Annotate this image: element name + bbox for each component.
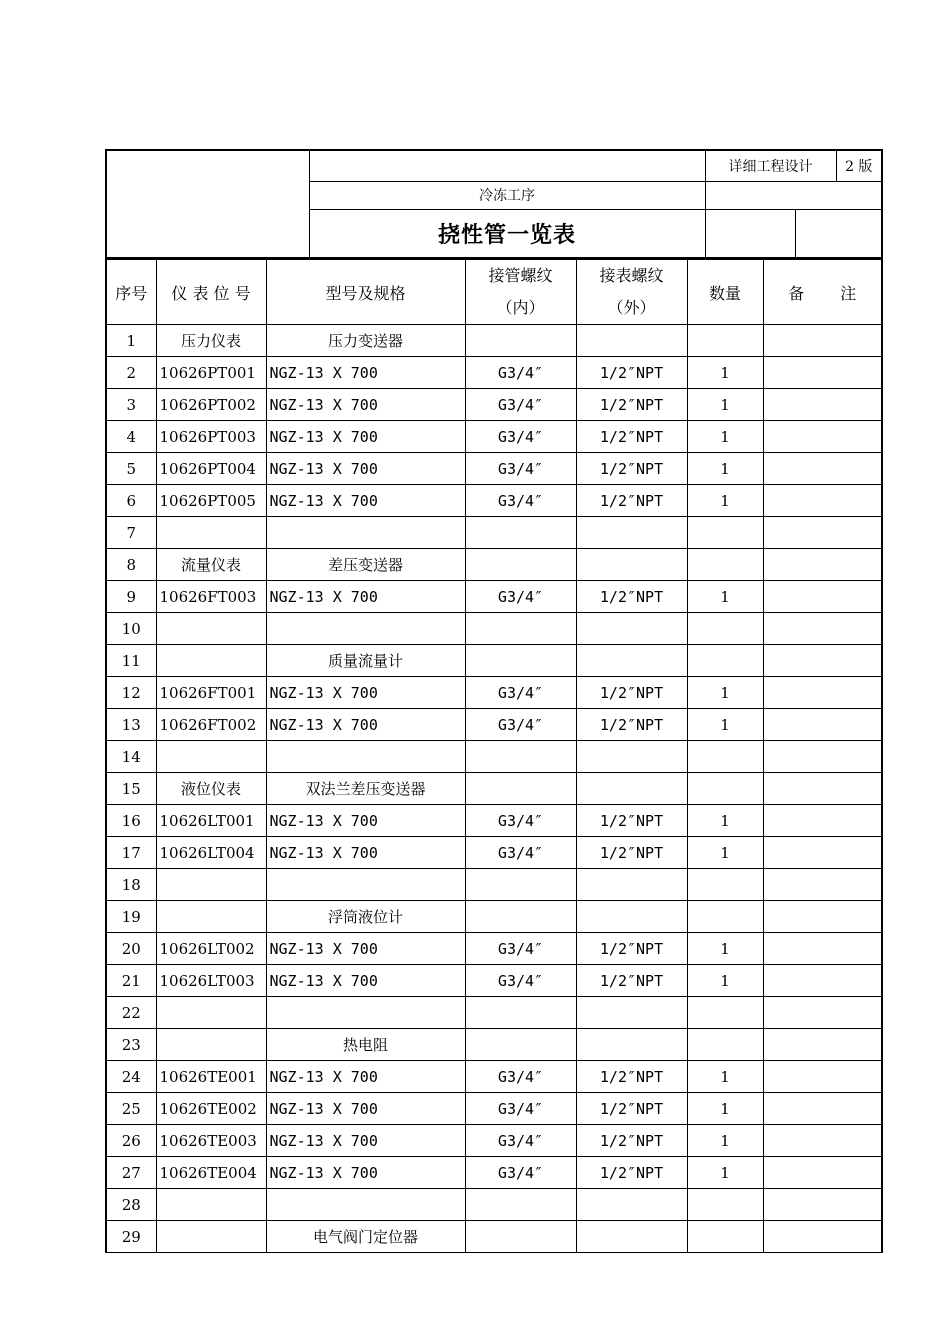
header-sign-cell-b (795, 209, 882, 258)
cell-meter-thread (576, 613, 687, 645)
cell-tag: 10626LT001 (156, 805, 266, 837)
cell-pipe-thread: G3/4″ (465, 421, 576, 453)
cell-meter-thread (576, 549, 687, 581)
cell-meter-thread (576, 1189, 687, 1221)
cell-remark (763, 837, 882, 869)
cell-remark (763, 613, 882, 645)
cell-meter-thread: 1/2″NPT (576, 965, 687, 997)
table-row (106, 741, 882, 773)
cell-model: NGZ-13 X 700 (266, 837, 465, 869)
cell-pipe-thread (465, 997, 576, 1029)
cell-qty (687, 517, 763, 549)
table-row (106, 709, 882, 741)
cell-meter-thread (576, 325, 687, 357)
cell-model: 浮筒液位计 (266, 901, 465, 933)
cell-tag: 10626PT001 (156, 357, 266, 389)
cell-model (266, 517, 465, 549)
cell-tag: 流量仪表 (156, 549, 266, 581)
table-row (106, 581, 882, 613)
cell-remark (763, 325, 882, 357)
cell-tag: 10626FT002 (156, 709, 266, 741)
cell-tag: 10626LT003 (156, 965, 266, 997)
cell-seq: 21 (106, 965, 156, 997)
cell-pipe-thread (465, 1029, 576, 1061)
cell-tag (156, 1189, 266, 1221)
cell-remark (763, 645, 882, 677)
cell-pipe-thread: G3/4″ (465, 1093, 576, 1125)
cell-qty: 1 (687, 1061, 763, 1093)
cell-qty: 1 (687, 421, 763, 453)
cell-qty (687, 997, 763, 1029)
col-seq-header: 序号 (106, 260, 156, 325)
cell-remark (763, 997, 882, 1029)
cell-seq: 28 (106, 1189, 156, 1221)
table-row (106, 517, 882, 549)
cell-pipe-thread: G3/4″ (465, 837, 576, 869)
cell-remark (763, 773, 882, 805)
cell-model: NGZ-13 X 700 (266, 1093, 465, 1125)
cell-meter-thread: 1/2″NPT (576, 357, 687, 389)
cell-seq: 27 (106, 1157, 156, 1189)
cell-meter-thread: 1/2″NPT (576, 581, 687, 613)
cell-tag (156, 997, 266, 1029)
remark-char-b: 注 (840, 283, 857, 303)
cell-model: 压力变送器 (266, 325, 465, 357)
table-row (106, 389, 882, 421)
cell-qty: 1 (687, 837, 763, 869)
cell-tag: 液位仪表 (156, 773, 266, 805)
cell-model: NGZ-13 X 700 (266, 453, 465, 485)
cell-seq: 17 (106, 837, 156, 869)
cell-meter-thread: 1/2″NPT (576, 1093, 687, 1125)
cell-seq: 12 (106, 677, 156, 709)
cell-remark (763, 965, 882, 997)
cell-qty: 1 (687, 357, 763, 389)
table-row (106, 1061, 882, 1093)
cell-seq: 2 (106, 357, 156, 389)
cell-tag: 10626TE004 (156, 1157, 266, 1189)
cell-tag (156, 613, 266, 645)
cell-tag (156, 645, 266, 677)
table-row (106, 933, 882, 965)
table-header-row (106, 260, 882, 325)
header-blank-cell (309, 150, 705, 181)
cell-pipe-thread (465, 1221, 576, 1253)
cell-qty (687, 773, 763, 805)
cell-pipe-thread (465, 613, 576, 645)
cell-pipe-thread: G3/4″ (465, 357, 576, 389)
cell-pipe-thread (465, 517, 576, 549)
cell-tag: 压力仪表 (156, 325, 266, 357)
cell-remark (763, 677, 882, 709)
cell-tag (156, 741, 266, 773)
cell-tag (156, 869, 266, 901)
table-row (106, 1221, 882, 1253)
cell-model: NGZ-13 X 700 (266, 485, 465, 517)
cell-meter-thread: 1/2″NPT (576, 709, 687, 741)
cell-seq: 10 (106, 613, 156, 645)
cell-meter-thread: 1/2″NPT (576, 933, 687, 965)
table-row (106, 901, 882, 933)
cell-tag: 10626TE002 (156, 1093, 266, 1125)
cell-qty: 1 (687, 1125, 763, 1157)
cell-remark (763, 421, 882, 453)
table-row (106, 357, 882, 389)
cell-seq: 13 (106, 709, 156, 741)
col-qty-header: 数量 (687, 260, 763, 325)
cell-qty (687, 1189, 763, 1221)
cell-tag (156, 1221, 266, 1253)
cell-qty (687, 1029, 763, 1061)
cell-seq: 5 (106, 453, 156, 485)
cell-model (266, 741, 465, 773)
cell-model: NGZ-13 X 700 (266, 709, 465, 741)
cell-meter-thread: 1/2″NPT (576, 1157, 687, 1189)
cell-model: NGZ-13 X 700 (266, 1157, 465, 1189)
cell-meter-thread (576, 901, 687, 933)
cell-meter-thread (576, 997, 687, 1029)
table-row (106, 325, 882, 357)
remark-char-a: 备 (788, 283, 805, 303)
table-row (106, 1189, 882, 1221)
cell-pipe-thread (465, 549, 576, 581)
cell-tag: 10626PT003 (156, 421, 266, 453)
cell-qty: 1 (687, 805, 763, 837)
cell-seq: 1 (106, 325, 156, 357)
table-row (106, 485, 882, 517)
cell-tag: 10626LT004 (156, 837, 266, 869)
cell-pipe-thread: G3/4″ (465, 709, 576, 741)
cell-model: 热电阻 (266, 1029, 465, 1061)
cell-qty: 1 (687, 389, 763, 421)
cell-tag: 10626PT004 (156, 453, 266, 485)
table-row (106, 805, 882, 837)
table-row (106, 1125, 882, 1157)
cell-meter-thread (576, 1221, 687, 1253)
cell-seq: 20 (106, 933, 156, 965)
cell-model (266, 997, 465, 1029)
cell-seq: 15 (106, 773, 156, 805)
cell-qty: 1 (687, 677, 763, 709)
table-row (106, 453, 882, 485)
cell-pipe-thread (465, 741, 576, 773)
table-row (106, 773, 882, 805)
cell-seq: 26 (106, 1125, 156, 1157)
cell-model: NGZ-13 X 700 (266, 1125, 465, 1157)
table-row (106, 1093, 882, 1125)
cell-seq: 11 (106, 645, 156, 677)
cell-meter-thread: 1/2″NPT (576, 677, 687, 709)
pipe-thread-line2: （内） (496, 298, 545, 317)
cell-meter-thread: 1/2″NPT (576, 389, 687, 421)
cell-seq: 6 (106, 485, 156, 517)
cell-seq: 19 (106, 901, 156, 933)
pipe-thread-line1: 接管螺纹 (488, 266, 553, 285)
cell-meter-thread: 1/2″NPT (576, 805, 687, 837)
cell-pipe-thread: G3/4″ (465, 485, 576, 517)
cell-remark (763, 517, 882, 549)
cell-seq: 22 (106, 997, 156, 1029)
cell-model: NGZ-13 X 700 (266, 1061, 465, 1093)
cell-meter-thread (576, 869, 687, 901)
meter-thread-line2: （外） (607, 298, 656, 317)
cell-pipe-thread (465, 869, 576, 901)
cell-meter-thread (576, 517, 687, 549)
cell-remark (763, 581, 882, 613)
cell-tag: 10626FT001 (156, 677, 266, 709)
cell-pipe-thread (465, 1189, 576, 1221)
cell-pipe-thread (465, 325, 576, 357)
cell-tag: 10626FT003 (156, 581, 266, 613)
cell-model (266, 1189, 465, 1221)
table-row (106, 677, 882, 709)
table-row (106, 1157, 882, 1189)
cell-remark (763, 389, 882, 421)
cell-pipe-thread: G3/4″ (465, 453, 576, 485)
cell-pipe-thread: G3/4″ (465, 581, 576, 613)
cell-qty: 1 (687, 581, 763, 613)
cell-tag: 10626TE003 (156, 1125, 266, 1157)
cell-tag (156, 901, 266, 933)
table-row (106, 965, 882, 997)
cell-remark (763, 933, 882, 965)
col-pipe-thread-header (465, 260, 576, 325)
cell-tag: 10626TE001 (156, 1061, 266, 1093)
cell-meter-thread: 1/2″NPT (576, 1061, 687, 1093)
cell-seq: 9 (106, 581, 156, 613)
table-row (106, 421, 882, 453)
cell-seq: 7 (106, 517, 156, 549)
cell-model (266, 869, 465, 901)
cell-remark (763, 453, 882, 485)
table-row (106, 1029, 882, 1061)
cell-model (266, 613, 465, 645)
cell-qty (687, 613, 763, 645)
col-tag-header: 仪 表 位 号 (156, 260, 266, 325)
cell-qty (687, 1221, 763, 1253)
cell-model: 差压变送器 (266, 549, 465, 581)
cell-remark (763, 869, 882, 901)
cell-pipe-thread (465, 901, 576, 933)
cell-remark (763, 549, 882, 581)
hose-list-table (105, 259, 883, 1253)
page-title: 挠性管一览表 (309, 209, 705, 258)
cell-remark (763, 1125, 882, 1157)
cell-model: 质量流量计 (266, 645, 465, 677)
cell-seq: 16 (106, 805, 156, 837)
cell-remark (763, 1189, 882, 1221)
cell-remark (763, 901, 882, 933)
cell-seq: 3 (106, 389, 156, 421)
cell-meter-thread (576, 1029, 687, 1061)
cell-tag: 10626PT005 (156, 485, 266, 517)
cell-qty (687, 741, 763, 773)
cell-tag: 10626LT002 (156, 933, 266, 965)
table-row (106, 549, 882, 581)
cell-seq: 25 (106, 1093, 156, 1125)
design-stage-label: 详细工程设计 (705, 150, 836, 181)
cell-meter-thread: 1/2″NPT (576, 1125, 687, 1157)
table-row (106, 869, 882, 901)
cell-pipe-thread (465, 645, 576, 677)
cell-model: NGZ-13 X 700 (266, 421, 465, 453)
cell-model: 双法兰差压变送器 (266, 773, 465, 805)
cell-pipe-thread (465, 773, 576, 805)
cell-seq: 4 (106, 421, 156, 453)
cell-pipe-thread: G3/4″ (465, 1061, 576, 1093)
document-sheet (105, 149, 881, 1253)
col-meter-thread-header (576, 260, 687, 325)
cell-remark (763, 741, 882, 773)
cell-qty: 1 (687, 1093, 763, 1125)
cell-qty (687, 901, 763, 933)
process-name: 冷冻工序 (309, 181, 705, 209)
cell-meter-thread: 1/2″NPT (576, 421, 687, 453)
cell-model: NGZ-13 X 700 (266, 389, 465, 421)
cell-meter-thread (576, 645, 687, 677)
cell-model: NGZ-13 X 700 (266, 965, 465, 997)
version-label: 2 版 (836, 150, 882, 181)
logo-area (106, 150, 309, 258)
cell-remark (763, 1157, 882, 1189)
col-remark-header (763, 260, 882, 325)
cell-remark (763, 1061, 882, 1093)
cell-qty: 1 (687, 965, 763, 997)
cell-seq: 29 (106, 1221, 156, 1253)
cell-pipe-thread: G3/4″ (465, 933, 576, 965)
title-block (105, 149, 883, 259)
cell-model: NGZ-13 X 700 (266, 677, 465, 709)
cell-seq: 18 (106, 869, 156, 901)
cell-model: NGZ-13 X 700 (266, 357, 465, 389)
cell-remark (763, 1029, 882, 1061)
cell-model: 电气阀门定位器 (266, 1221, 465, 1253)
table-row (106, 997, 882, 1029)
cell-remark (763, 1093, 882, 1125)
cell-seq: 14 (106, 741, 156, 773)
cell-remark (763, 805, 882, 837)
cell-qty (687, 645, 763, 677)
cell-pipe-thread: G3/4″ (465, 677, 576, 709)
cell-seq: 24 (106, 1061, 156, 1093)
cell-qty (687, 549, 763, 581)
cell-qty: 1 (687, 709, 763, 741)
cell-tag (156, 1029, 266, 1061)
table-row (106, 837, 882, 869)
header-sign-cell-a (705, 209, 795, 258)
cell-model: NGZ-13 X 700 (266, 933, 465, 965)
meter-thread-line1: 接表螺纹 (599, 266, 664, 285)
header-right-cell (705, 181, 882, 209)
cell-qty (687, 325, 763, 357)
cell-qty: 1 (687, 453, 763, 485)
cell-meter-thread (576, 773, 687, 805)
table-row (106, 613, 882, 645)
cell-seq: 23 (106, 1029, 156, 1061)
cell-qty: 1 (687, 1157, 763, 1189)
cell-pipe-thread: G3/4″ (465, 965, 576, 997)
cell-qty (687, 869, 763, 901)
cell-remark (763, 357, 882, 389)
cell-model: NGZ-13 X 700 (266, 581, 465, 613)
cell-pipe-thread: G3/4″ (465, 1157, 576, 1189)
cell-pipe-thread: G3/4″ (465, 805, 576, 837)
cell-meter-thread: 1/2″NPT (576, 837, 687, 869)
cell-seq: 8 (106, 549, 156, 581)
cell-remark (763, 485, 882, 517)
col-model-header: 型号及规格 (266, 260, 465, 325)
cell-pipe-thread: G3/4″ (465, 1125, 576, 1157)
cell-pipe-thread: G3/4″ (465, 389, 576, 421)
cell-meter-thread: 1/2″NPT (576, 485, 687, 517)
cell-meter-thread (576, 741, 687, 773)
cell-qty: 1 (687, 933, 763, 965)
cell-tag: 10626PT002 (156, 389, 266, 421)
cell-meter-thread: 1/2″NPT (576, 453, 687, 485)
cell-remark (763, 709, 882, 741)
cell-remark (763, 1221, 882, 1253)
cell-model: NGZ-13 X 700 (266, 805, 465, 837)
cell-qty: 1 (687, 485, 763, 517)
table-row (106, 645, 882, 677)
cell-tag (156, 517, 266, 549)
